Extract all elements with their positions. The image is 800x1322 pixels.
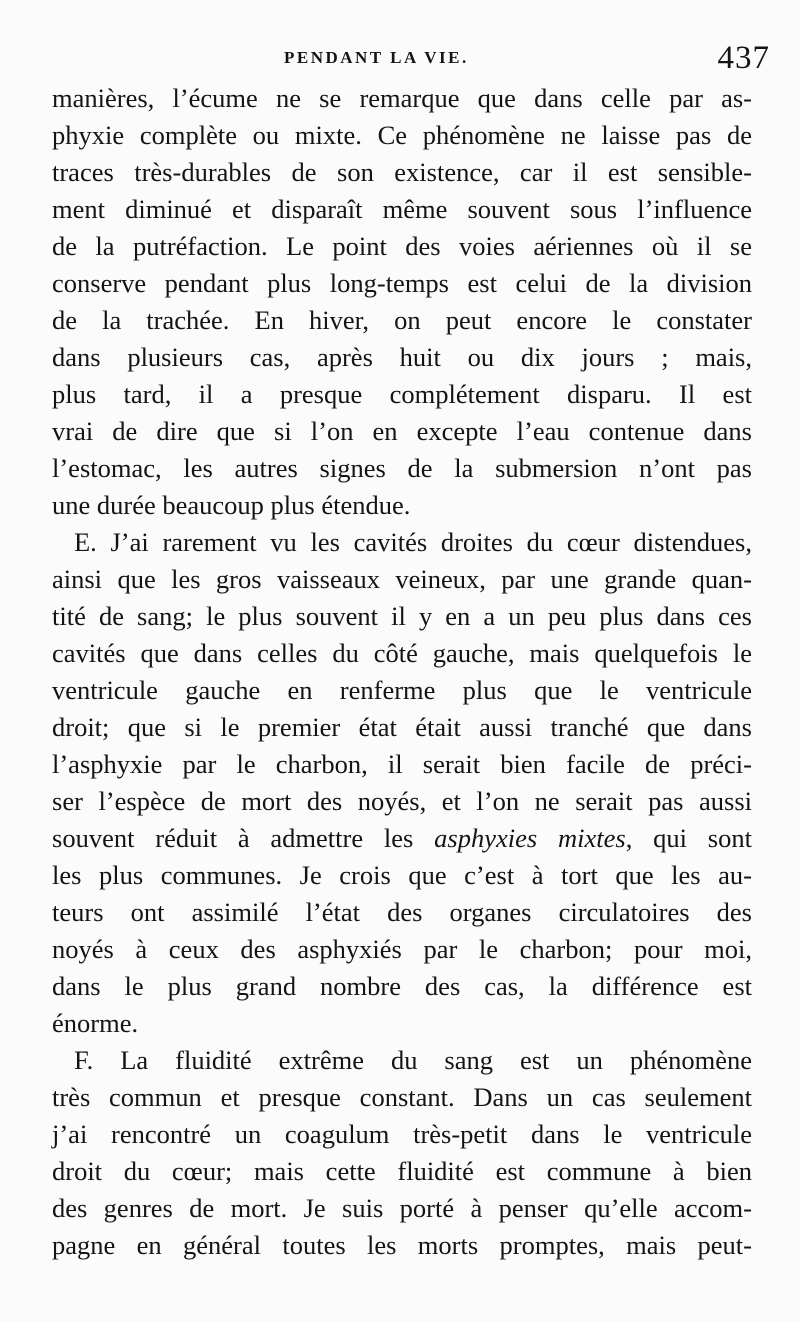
text-line: j’ai rencontré un coagulum très-petit dans le ventricule [52, 1119, 752, 1149]
text-line: dans le plus grand nombre des cas, la différence est [52, 971, 752, 1001]
text-line: des genres de mort. Je suis porté à penser qu’elle accom- [52, 1193, 752, 1223]
text-line: droit du cœur; mais cette fluidité est commune à bien [52, 1156, 752, 1186]
text-line: cavités que dans celles du côté gauche, mais quelquefois le [52, 638, 752, 668]
body-text [52, 80, 752, 1264]
text-line: tité de sang; le plus souvent il y en a un peu plus dans ces [52, 601, 752, 631]
text-line: souvent réduit à admettre les asphyxies mixtes, qui sont [52, 823, 752, 853]
text-line: ainsi que les gros vaisseaux veineux, par une grande quan- [52, 564, 752, 594]
text-line: vrai de dire que si l’on en excepte l’eau contenue dans [52, 416, 752, 446]
text-line: une durée beaucoup plus étendue. [52, 490, 411, 520]
text-line: ventricule gauche en renferme plus que le ventricule [52, 675, 752, 705]
text-line: droit; que si le premier état était aussi tranché que dans [52, 712, 752, 742]
text-line: pagne en général toutes les morts promptes, mais peut- [52, 1230, 752, 1260]
page-number: 437 [717, 40, 770, 76]
text-line: teurs ont assimilé l’état des organes circulatoires des [52, 897, 752, 927]
text-line: ser l’espèce de mort des noyés, et l’on ne serait pas aussi [52, 786, 752, 816]
text-line: l’asphyxie par le charbon, il serait bien facile de préci- [52, 749, 752, 779]
paragraph-e [52, 524, 752, 1042]
text-line: traces très-durables de son existence, car il est sensible- [52, 157, 752, 187]
text-line: de la trachée. En hiver, on peut encore le constater [52, 305, 752, 335]
text-line: dans plusieurs cas, après huit ou dix jours ; mais, [52, 342, 752, 372]
italic-phrase: asphyxies mixtes [434, 823, 626, 853]
text-line: de la putréfaction. Le point des voies aériennes où il se [52, 231, 752, 261]
text-line: ment diminué et disparaît même souvent sous l’influence [52, 194, 752, 224]
paragraph-f [52, 1042, 752, 1264]
running-head: PENDANT LA VIE. [284, 48, 469, 67]
text-line: noyés à ceux des asphyxiés par le charbon; pour moi, [52, 934, 752, 964]
page-header [52, 40, 768, 80]
text-line: plus tard, il a presque complétement disparu. Il est [52, 379, 752, 409]
text-line: E. J’ai rarement vu les cavités droites du cœur distendues, [74, 527, 752, 557]
text-line: les plus communes. Je crois que c’est à tort que les au- [52, 860, 752, 890]
paragraph-continued [52, 80, 752, 524]
text-line: énorme. [52, 1008, 139, 1038]
text-line: l’estomac, les autres signes de la submersion n’ont pas [52, 453, 752, 483]
text-line: conserve pendant plus long-temps est celui de la division [52, 268, 752, 298]
text-line: phyxie complète ou mixte. Ce phénomène ne laisse pas de [52, 120, 752, 150]
text-line: F. La fluidité extrême du sang est un phénomène [74, 1045, 752, 1075]
text-line: très commun et presque constant. Dans un cas seulement [52, 1082, 752, 1112]
text-line: manières, l’écume ne se remarque que dans celle par as- [52, 83, 752, 113]
